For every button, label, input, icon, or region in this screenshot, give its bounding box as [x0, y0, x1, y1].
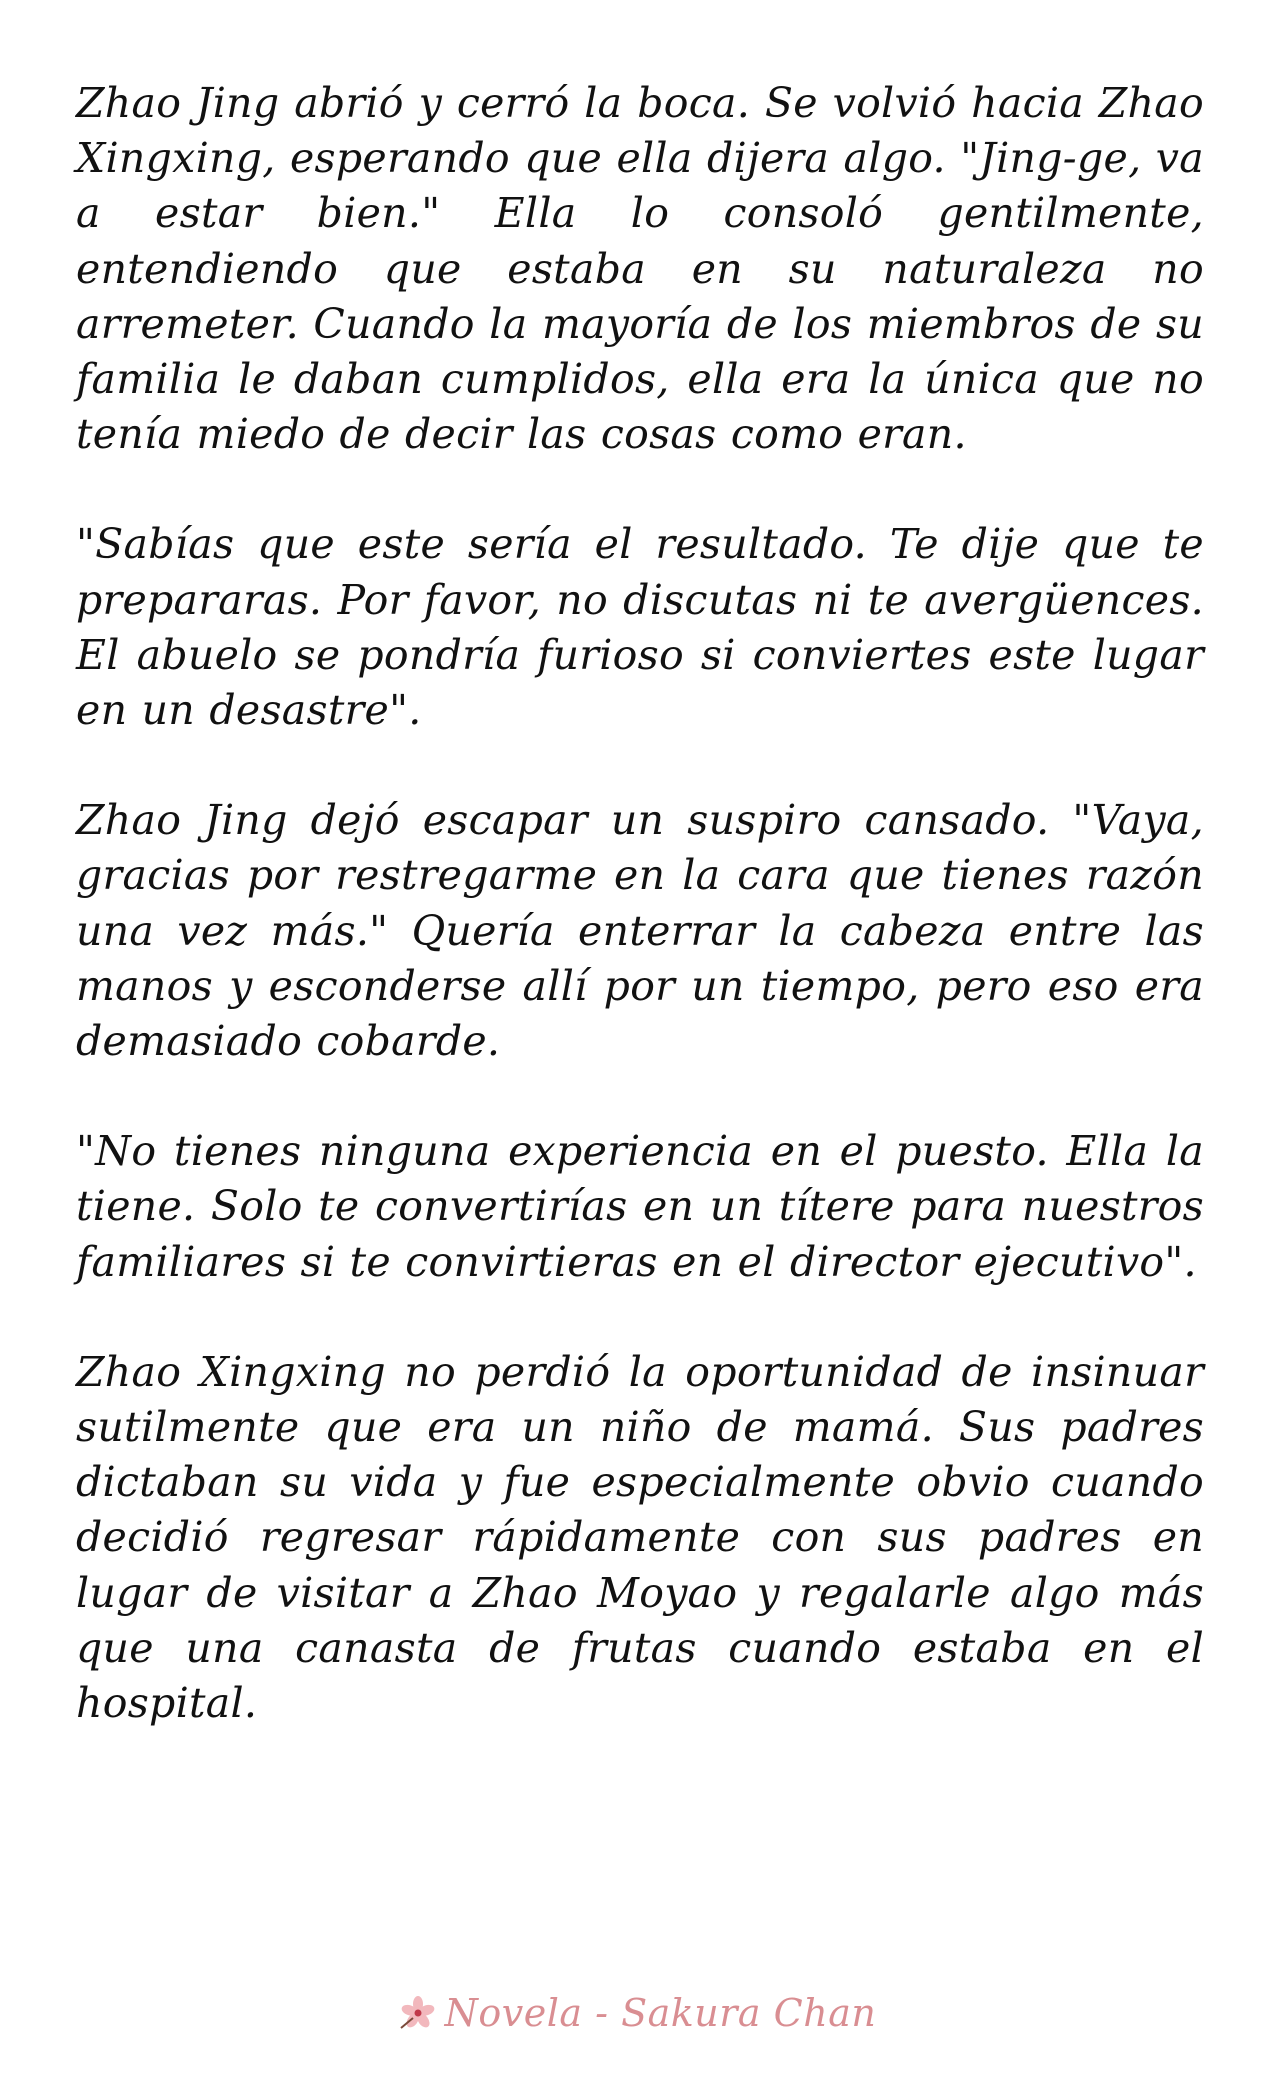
- chapter-text: [76, 76, 1204, 1786]
- paragraph-2: "Sabías que este sería el resultado. Te dije que te prepararas. Por favor, no discutas ni te avergüences. El abuelo se pondría furioso si conviertes este lugar en un desastre".: [76, 520, 1204, 735]
- paragraph-3: Zhao Jing dejó escapar un suspiro cansado. "Vaya, gracias por restregarme en la cara que tienes razón una vez más." Quería enterrar la cabeza entre las manos y esconderse allí por un tiempo, pero eso era demasiado cobarde.: [76, 796, 1204, 1066]
- watermark-text: Novela - Sakura Chan: [444, 1991, 877, 2035]
- paragraph-1: Zhao Jing abrió y cerró la boca. Se volvió hacia Zhao Xingxing, esperando que ella dijera algo. "Jing-ge, va a estar bien." Ella lo consoló gentilmente, entendiendo que estaba en su naturaleza no arremeter. Cuando la mayoría de los miembros de su familia le daban cumplidos, ella era la única que no tenía miedo de decir las cosas como eran.: [76, 79, 1204, 459]
- footer-watermark: [0, 1988, 1275, 2038]
- sakura-flower-icon: [399, 1994, 437, 2032]
- paragraph-4: "No tienes ninguna experiencia en el puesto. Ella la tiene. Solo te convertirías en un títere para nuestros familiares si te convirtieras en el director ejecutivo".: [76, 1127, 1204, 1286]
- paragraph-5: Zhao Xingxing no perdió la oportunidad de insinuar sutilmente que era un niño de mamá. Sus padres dictaban su vida y fue especialmente obvio cuando decidió regresar rápidamente con sus padres en lugar de visitar a Zhao Moyao y regalarle algo más que una canasta de frutas cuando estaba en el hospital.: [76, 1347, 1204, 1728]
